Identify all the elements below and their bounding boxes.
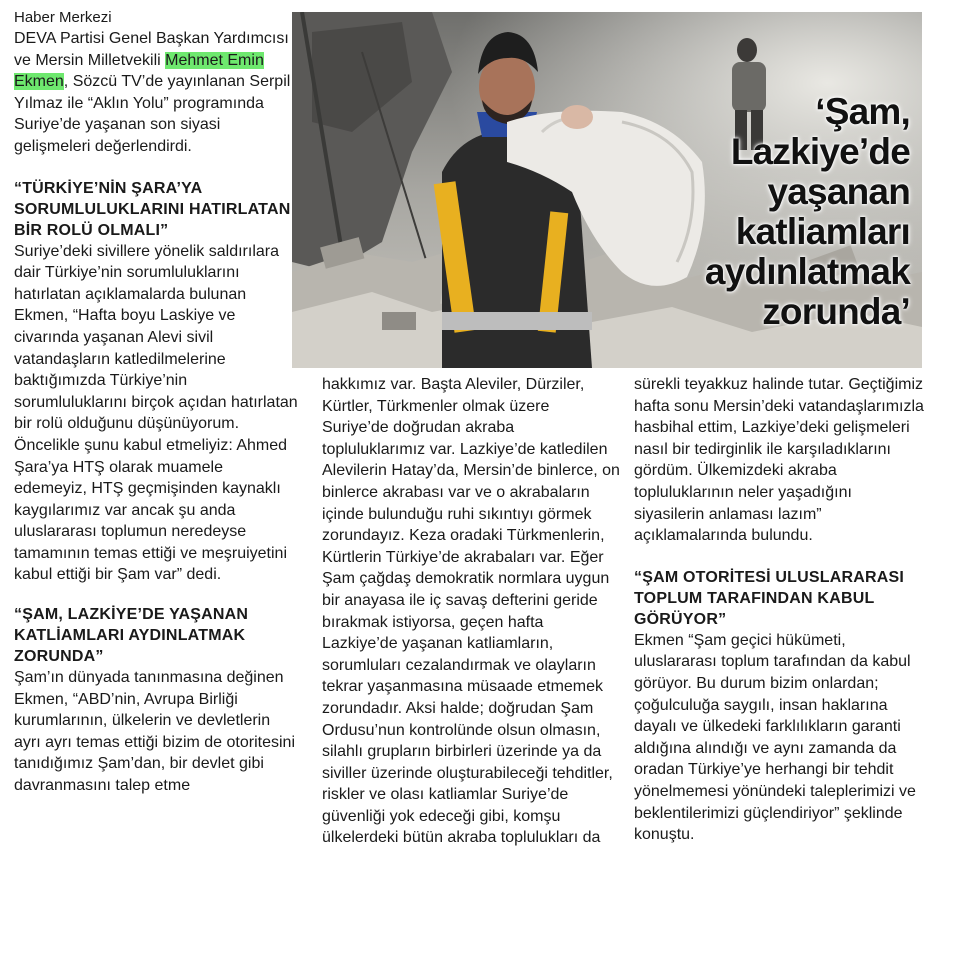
subheading-2: “ŞAM, LAZKİYE’DE YAŞANAN KATLİAMLARI AYDINLATMAK ZORUNDA” [14,606,249,666]
headline-line: Lazkiye’de [730,131,910,172]
section-2-body-part-3: sürekli teyakkuz halinde tutar. Geçtiğimiz hafta sonu Mersin’deki vatandaşlarımızla hasbihal ettim, Lazkiye’deki gelişmeleri nasıl bir tedirginlik ile karşıladıklarını gördüm. Ülkemizdeki akraba topluluklarının neler yaşadığını siyasilerin anlaması lazım” açıklamalarında bulundu. [634,376,924,545]
subheading-3: “ŞAM OTORİTESİ ULUSLARARASI TOPLUM TARAFINDAN KABUL GÖRÜYOR” [634,568,905,628]
news-photo [292,12,922,368]
headline-line: aydınlatmak [704,251,910,292]
section-1-body: Suriye’deki sivillere yönelik saldırılara dair Türkiye’nin sorumluluklarını hatırlatan açıklamalarda bulunan Ekmen, “Hafta boyu Laskiye ve civarında yaşanan Alevi sivil vatandaşların katledilmelerine baktığımızda Türkiye’nin sorumluluklarını birçok açıdan hatırlatan bir rolü olduğunu düşünüyorum. Öncelikle şunu kabul etmeliyiz: Ahmed Şara’ya HTŞ olarak muamele edemeyiz, HTŞ geçmişinden kaynaklı kaygılarımız var ancak şu anda uluslararası toplumun neredeyse tamamının temas ettiği ve meşruiyetini kabul ettiği bir Şam var” dedi. [14,242,298,584]
section-3-body: Ekmen “Şam geçici hükümeti, uluslararası toplum tarafından da kabul görüyor. Bu durum bizim onlardan; çoğulculuğa saygılı, insan haklarına dayalı ve ülkedeki farklılıkların garanti aldığına alındığı ve aynı zamanda da oradan Türkiye’ye herhangi bir tehdit yönelmemesi yönündeki taleplerimizi ve beklentilerimizi güçlendiriyor” şeklinde konuştu. [634,631,916,844]
headline-line: katliamları [735,211,910,252]
headline-line: yaşanan [767,171,910,212]
intro-paragraph [14,28,300,158]
headline-line: ‘Şam, [815,91,910,132]
highlighted-name: Mehmet Emin Ekmen [14,51,264,91]
photo-headline [610,92,910,332]
column-3 [634,374,924,846]
column-1 [14,8,300,797]
section-2-body-part-1: Şam’ın dünyada tanınmasına değinen Ekmen, “ABD’nin, Avrupa Birliği kurumlarının, ülkelerin ve devletlerin ayrı ayrı temas ettiği bizim de otoritesini tanıdığımız Şam’dan, bir devlet gibi davranmasını talep etme [14,669,295,795]
intro-text-after: , Sözcü TV’de yayınlanan Serpil Yılmaz ile “Aklın Yolu” programında Suriye’de yaşanan son siyasi gelişmeleri değerlendirdi. [14,73,291,155]
intro-text-before: DEVA Partisi Genel Başkan Yardımcısı ve Mersin Milletvekili [14,30,289,69]
subheading-1: “TÜRKİYE’NİN ŞARA’YA SORUMLULUKLARINI HATIRLATAN BİR ROLÜ OLMALI” [14,179,291,239]
column-2 [322,374,620,849]
section-2-body-part-2: hakkımız var. Başta Aleviler, Dürziler, Kürtler, Türkmenler olmak üzere Suriye’de doğrudan akraba topluluklarımız var. Lazkiye’de katledilen Alevilerin Hatay’da, Mersin’de binlerce, on binlerce akrabası var ve o akrabaların içinde bulunduğu ruhi sıkıntıyı görmek zorundayız. Keza oradaki Türkmenlerin, Kürtlerin Türkiye’de akrabaları var. Eğer Şam çağdaş demokratik normlara uygun bir anayasa ile iç savaş defterini geride bırakmak istiyorsa, geçen hafta Lazkiye’de yaşanan katliamların, sorumluları cezalandırmak ve olayların tekrar yaşanmasına müsaade etmemek zorundadır. Aksi halde; doğrudan Şam Ordusu’nun kontrolünde olsun olmasın, silahlı grupların birbirleri üzerinde ya da siviller üzerinde oluşturabileceği tehditler, riskler ve olası katliamlar Suriye’de güvenliği yok edeceği gibi, komşu ülkelerdeki bütün akraba toplulukları da [322,376,620,847]
headline-line: zorunda’ [762,291,910,332]
byline: Haber Merkezi [14,9,112,26]
